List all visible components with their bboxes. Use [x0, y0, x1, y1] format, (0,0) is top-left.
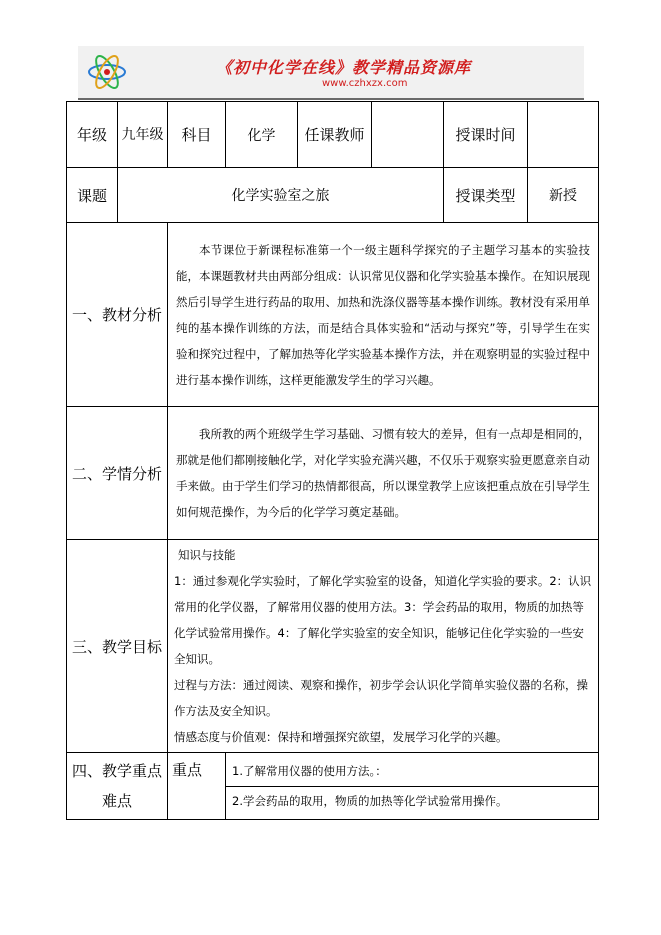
subject-value: 化学: [226, 102, 298, 168]
time-value: [528, 102, 599, 168]
type-value: 新授: [528, 168, 599, 223]
goals-row: [67, 540, 599, 753]
goals-line: 过程与方法：通过阅读、观察和操作，初步学会认识化学简单实验仪器的名称，操作方法及安全知识。: [174, 678, 588, 718]
goals-content: [168, 540, 599, 753]
header-row: [67, 102, 599, 168]
students-row: [67, 407, 599, 540]
time-label: 授课时间: [444, 102, 528, 168]
header-banner: [78, 46, 584, 100]
goals-line: 情感态度与价值观：保持和增强探究欲望，发展学习化学的兴趣。: [174, 730, 508, 744]
textbook-text: 本节课位于新课程标准第一个一级主题科学探究的子主题学习基本的实验技能，本课题教材共由两部分组成：认识常见仪器和化学实验基本操作。在知识展现然后引导学生进行药品的取用、加热和洗涤仪器等基本操作训练。教材没有采用单纯的基本操作训练的方法，而是结合具体实验和“活动与探究”等，引导学生在实验和探究过程中，了解加热等化学实验基本操作方法，并在观察明显的实验过程中进行基本操作训练，这样更能激发学生的学习兴趣。: [176, 242, 590, 387]
topic-label: 课题: [67, 168, 118, 223]
goals-line: 1：通过参观化学实验时，了解化学实验室的设备，知道化学实验的要求。2：认识常用的化学仪器，了解常用仪器的使用方法。3：学会药品的取用，物质的加热等化学试验常用操作。4：了解化学实验室的安全知识，能够记住化学实验的一些安全知识。: [174, 574, 592, 666]
teacher-value: [372, 102, 444, 168]
textbook-analysis: [168, 223, 599, 407]
students-analysis: [168, 407, 599, 540]
subject-label: 科目: [168, 102, 226, 168]
topic-row: [67, 168, 599, 223]
key-points-list: [226, 753, 599, 820]
grade-label: 年级: [67, 102, 118, 168]
banner-title: 《初中化学在线》教学精品资源库: [216, 58, 472, 77]
textbook-row: [67, 223, 599, 407]
goals-line: 知识与技能: [178, 548, 236, 562]
textbook-label: 一、教材分析: [67, 223, 168, 407]
students-label: 二、学情分析: [67, 407, 168, 540]
key-point-item: 2.学会药品的取用，物质的加热等化学试验常用操作。: [232, 793, 508, 808]
goals-label: 三、教学目标: [67, 540, 168, 753]
key-points-row: [67, 753, 599, 820]
lesson-plan-table: [66, 101, 599, 820]
key-points-label: 四、教学重点难点: [67, 753, 168, 820]
students-text: 我所教的两个班级学生学习基础、习惯有较大的差异，但有一点却是相同的，那就是他们都刚接触化学，对化学实验充满兴趣，不仅乐于观察实验更愿意亲自动手来做。由于学生们学习的热情都很高，所以课堂教学上应该把重点放在引导学生如何规范操作，为今后的化学学习奠定基础。: [176, 427, 590, 519]
topic-value: 化学实验室之旅: [118, 168, 444, 223]
teacher-label: 任课教师: [298, 102, 372, 168]
key-points-sublabel: 重点: [168, 753, 226, 820]
type-label: 授课类型: [444, 168, 528, 223]
grade-value: 九年级: [118, 102, 168, 168]
atom-logo-icon: [86, 51, 128, 93]
banner-url: www.czhxzx.com: [322, 78, 408, 89]
key-point-item: 1.了解常用仪器的使用方法。：: [226, 757, 598, 787]
